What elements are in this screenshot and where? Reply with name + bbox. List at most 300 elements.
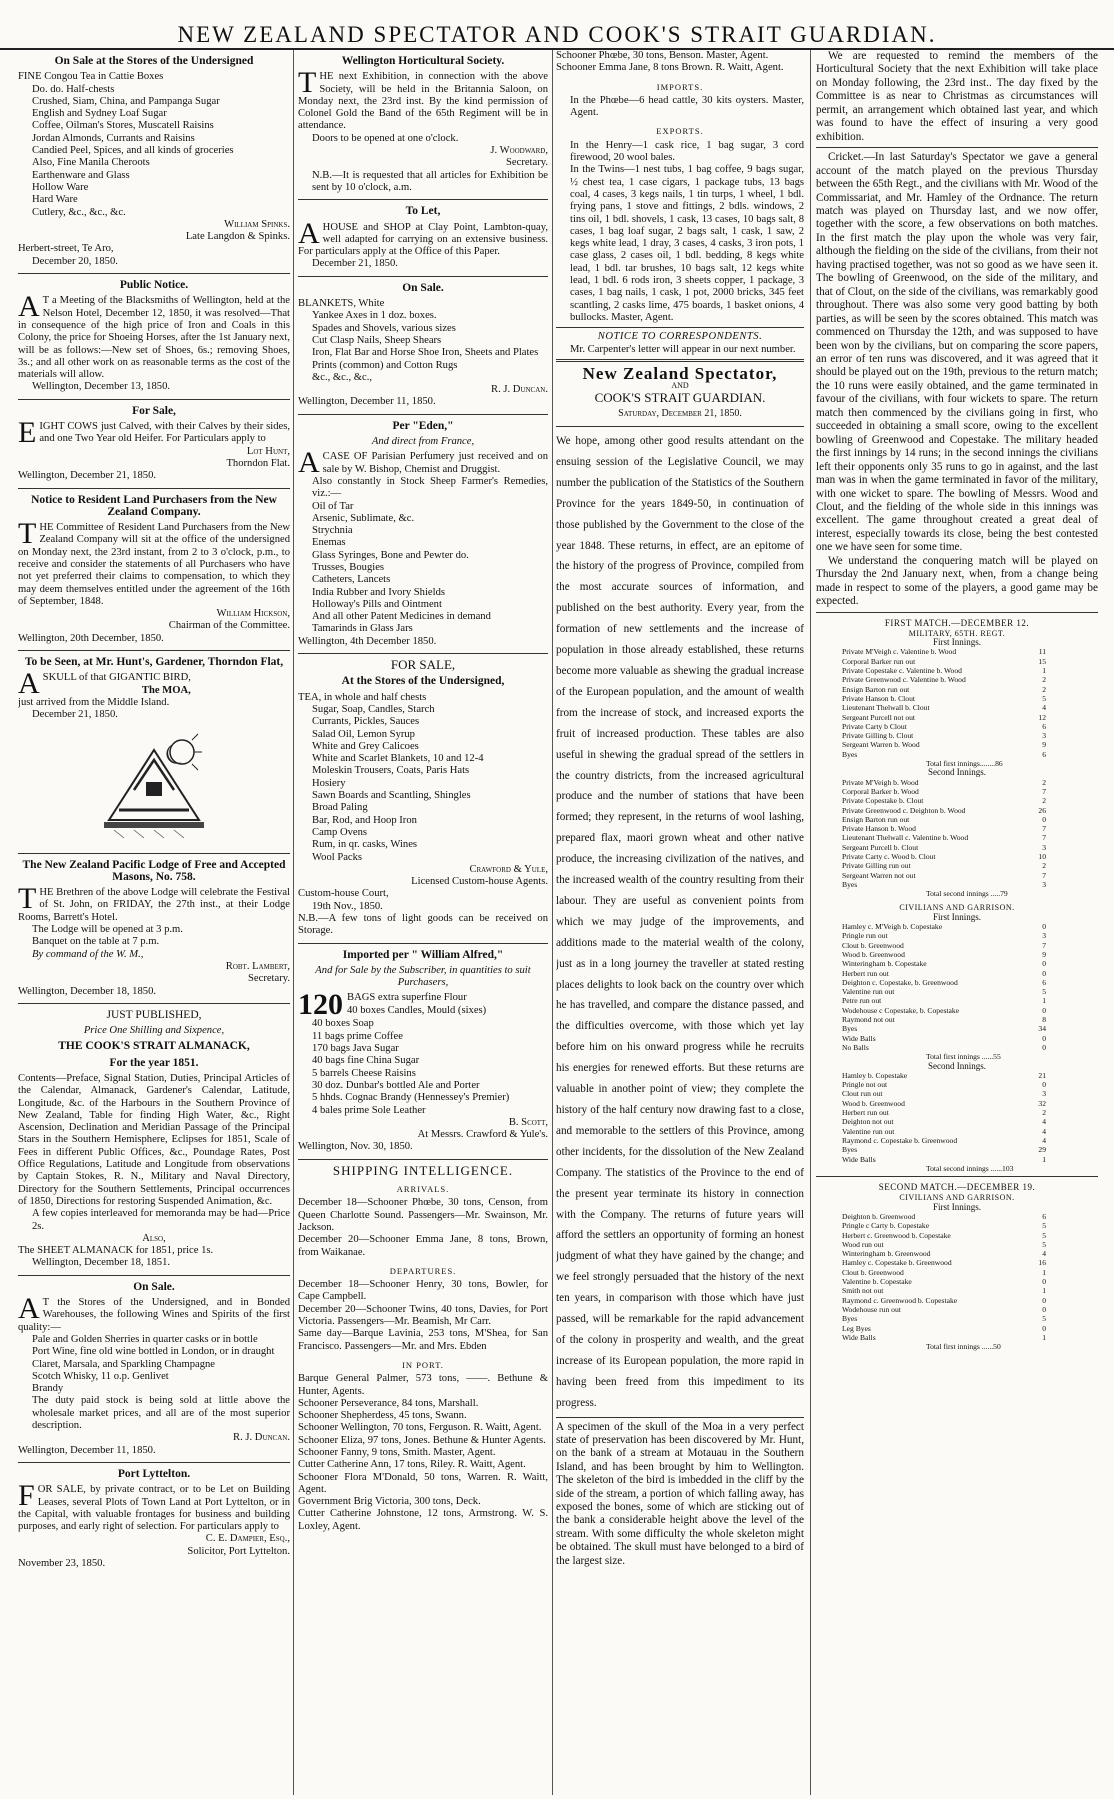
score-row	[816, 1221, 1098, 1230]
score-row	[816, 922, 1098, 931]
ad-almanack	[18, 1004, 290, 1276]
list-item: Schooner Shepherdess, 45 tons, Swann.	[298, 1410, 467, 1422]
arrival: December 20—Schooner Emma Jane, 8 tons, Brown, from Waikanae.	[298, 1234, 548, 1258]
ad-body: just arrived from the Middle Island.	[18, 696, 170, 708]
runs: 15	[1038, 656, 1046, 666]
batsman: Sergeant Purcell b. Clout	[842, 842, 919, 852]
list-item: Camp Ovens	[312, 826, 368, 838]
innings-total: Total first innings ......55	[926, 1052, 1001, 1062]
score-row	[816, 978, 1098, 987]
runs: 11	[1038, 647, 1046, 657]
list-item: Government Brig Victoria, 300 tons, Deck.	[298, 1496, 481, 1508]
runs: 4	[1042, 1249, 1046, 1259]
ad-body: THE Committee of Resident Land Purchasers from the New Zealand Company will sit at the office of the undersigned on Monday next, the 23rd instant, from 2 to 3 o'clock, p.m., to receive and consider the statements of all Purchasers who have not yet preferred their claims to compensation, to which they may deem themselves entitled under the agreement of the 16th of September, 1848.	[18, 517, 290, 607]
list-item: Cut Clasp Nails, Sheep Shears	[312, 334, 442, 346]
runs: 32	[1038, 1098, 1046, 1108]
runs: 0	[1042, 1304, 1046, 1314]
score-row	[816, 740, 1098, 749]
place: Herbert-street, Te Aro,	[18, 243, 114, 255]
batsman: Petre run out	[842, 996, 882, 1006]
batsman: Clout b. Greenwood	[842, 1267, 904, 1277]
runs: 2	[1042, 684, 1046, 694]
score-row	[816, 1127, 1098, 1136]
ad-title: For the year 1851.	[109, 1056, 199, 1069]
runs: 2	[1042, 675, 1046, 685]
runs: 1	[1042, 1154, 1046, 1164]
list-item: 170 bags Java Sugar	[312, 1043, 399, 1055]
ad-body: THE Brethren of the above Lodge will celebrate the Festival of St. John, on FRIDAY, the 27th inst., at their Lodge Rooms, Barrett's Hotel.	[18, 882, 290, 923]
score-row	[816, 1071, 1098, 1080]
runs: 1	[1042, 1286, 1046, 1296]
list-item: Wool Packs	[312, 851, 363, 863]
list-item: Catheters, Lancets	[312, 574, 391, 586]
batsman: Private Greenwood c. Valentine b. Wood	[842, 675, 966, 685]
score-row	[816, 950, 1098, 959]
list-item: Moleskin Trousers, Coats, Paris Hats	[312, 765, 470, 777]
score-row	[816, 824, 1098, 833]
batsman: Wide Balls	[842, 1332, 876, 1342]
innings-heading: Second Innings.	[928, 1060, 986, 1071]
score-row	[816, 941, 1098, 950]
score-row	[816, 675, 1098, 684]
list-item: Cutter Catherine Ann, 17 tons, Riley. R. Waitt, Agent.	[298, 1459, 526, 1471]
list-item: 5 barrels Cheese Raisins	[312, 1067, 416, 1079]
date: Wellington, December 21, 1850.	[18, 470, 157, 482]
batsman: Private Copestake c. Valentine b. Wood	[842, 666, 962, 676]
list-item: White and Grey Calicoes	[312, 740, 419, 752]
ad-title: On Sale at the Stores of the Undersigned	[54, 55, 254, 67]
editorial: We hope, among other good results attendant on the ensuing session of the Legislative Council, we may number the publication of the Statistics of the Southern Province for the years 1849-50, in continuation of those published by the Government to the close of the year 1848. These returns, in effect, are an epitome of the history of the progress of Province, compiled from the most accurate sources of information, and published on the best authority. Every year, from the formation of new settlements and the increase of population in those already established, these returns become more valuable as shewing the gradual increase of the European population, and the amount of wealth from the increase of stock, and increased exports the fruit of increased production. These tables are also useful in shewing the gradual spread of the settlers in the country districts, from the increased agricultural produce and the number of stations that have been formed; they represent, in the returns of wool lashing, prepared flax, maori grown wheat and other native produce, the increasing civilization of the natives, and the increased wealth of the country resulting from their labour. They are useful as convenient points from which we may judge of the improvements, and additions made to the material wealth of the colony, just as in a long journey the traveller at stated resting places delights to look back on the country over which he has travelled, and compare the distance passed, and the difficulties overcome, with those which yet lay before him on his onward progress while he recruits his energies for renewed efforts. But these returns are valuable in another point of view; they complete the history of the half century now drawing fast to a close, and memorable to the settlers of this Province, among other incidents, for the dissolution of the New Zealand Company. The statistics of the Province to the end of the present year terminate its history in connection with the Company. The returns of future years will afford the settlers an opportunity of forming an honest judgment of what they have gained by the change; and we feel strongly persuaded that the history of the next ten years, in comparison with those which have just passed, will be remarkable for the rapid advancement of the colony in prosperity and wealth, and the great increase of its European population, the more rapid in having been freed from this impediment to its progress.	[556, 435, 804, 1409]
column-4	[816, 50, 1098, 1795]
list-item: And all other Patent Medicines in demand	[312, 611, 491, 623]
ad-title: For Sale,	[132, 404, 176, 417]
list-item: White and Scarlet Blankets, 10 and 12-4	[312, 753, 484, 765]
batsman: Wide Balls	[842, 1033, 876, 1043]
innings-list	[816, 1212, 1098, 1342]
section-subhead: IN PORT.	[402, 1359, 444, 1370]
masonic-emblem-icon	[94, 730, 214, 840]
line: BAGS extra superfine Flour	[347, 992, 467, 1004]
batsman: Hamley c. Copestake b. Greenwood	[842, 1258, 952, 1268]
runs: 0	[1042, 1042, 1046, 1052]
score-row	[816, 1277, 1098, 1286]
line: Doors to be opened at one o'clock.	[312, 132, 459, 144]
ad-body: N.B.—A few tons of light goods can be received on Storage.	[298, 913, 548, 937]
runs: 12	[1038, 712, 1046, 722]
date: Wellington, 4th December 1850.	[298, 635, 437, 647]
score-row	[816, 1296, 1098, 1305]
list-item: Enemas	[312, 537, 346, 549]
runs: 6	[1042, 721, 1046, 731]
batsman: Sergeant Purcell not out	[842, 712, 916, 722]
runs: 1	[1042, 996, 1046, 1006]
runs: 0	[1042, 1033, 1046, 1043]
list-item: Candied Peel, Spices, and all kinds of groceries	[32, 145, 234, 157]
ad-body: EIGHT COWS just Calved, with their Calves by their sides, and one Two Year old Heifer. For Particulars apply to	[18, 416, 290, 450]
signature: Solicitor, Port Lyttelton.	[187, 1545, 290, 1557]
ad-body: FOR SALE, by private contract, or to be Let on Building Leases, several Plots of Town Land at Port Lyttelton, or in the Capital, with valuable frontages for business and building purposes, and early right of selection. For particulars apply to	[18, 1479, 290, 1533]
match-heading: FIRST MATCH.—DECEMBER 12.	[884, 617, 1030, 628]
score-row	[816, 861, 1098, 870]
score-row	[816, 787, 1098, 796]
batsman: Valentine b. Copestake	[842, 1277, 912, 1287]
signature: Chairman of the Committee.	[168, 620, 290, 632]
runs: 2	[1042, 1108, 1046, 1118]
list-item: Port Wine, fine old wine bottled in London, or in draught	[32, 1346, 275, 1358]
runs: 7	[1042, 870, 1046, 880]
section-subhead: ARRIVALS.	[396, 1184, 450, 1195]
list-item: Rum, in qr. casks, Wines	[312, 839, 418, 851]
score-row	[816, 806, 1098, 815]
score-row	[816, 1034, 1098, 1043]
score-row	[816, 1006, 1098, 1015]
team-heading: CIVILIANS AND GARRISON.	[899, 903, 1015, 913]
runs: 3	[1042, 1089, 1046, 1099]
score-row	[816, 694, 1098, 703]
score-row	[816, 1043, 1098, 1052]
score-row	[816, 685, 1098, 694]
ad-moa-skull	[18, 651, 290, 853]
list-item: Spades and Shovels, various sizes	[312, 322, 456, 334]
leader-and: AND	[671, 381, 689, 391]
runs: 4	[1042, 1117, 1046, 1127]
batsman: No Balls	[842, 1042, 869, 1052]
exports: In the Twins—1 nest tubs, 1 bag coffee, 9 bags sugar, ½ chest tea, 1 case cigars, 1 package tubs, 13 bags coal, 4 cases, 3 kegs nails, 1 tin turps, 1 wheel, 1 bdl. frying pans, 1 stove and fittings, 2 bdls. windows, 2 tins oil, 1 bdl. shovels, 1 cask, 13 cases, 10 bags salt, 8 cases, 1 bag loaf sugar, 2 bags salt, 1 cask, 1 saw, 2 kegs white lead, 1 dray, 3 cases, 4 casks, 3 iron pots, 1 case glass, 2 cases oil, 1 bdl. bedding, 8 kegs white lead, 1 bdl. tar brushes, 10 bags salt, 12 kegs white lead, 1 bdl. 6 rods iron, 3 sheets copper, 1 package, 3 cases, 1 bag nails, 1 cask, 1 pot, 2000 bricks, 345 feet scantling, 2 casks lime, 475 boards, 1 basket onions, 4 bullocks. Master, Agent.	[570, 164, 804, 323]
ad-body: AT the Stores of the Undersigned, and in Bonded Warehouses, the following Wines and Spirits of the first quality:—	[18, 1292, 290, 1333]
score-row	[816, 713, 1098, 722]
list-item: 5 hhds. Cognac Brandy (Hennessey's Premier)	[312, 1092, 510, 1104]
list-item: 4 bales prime Sole Leather	[312, 1104, 426, 1116]
list-item: Scotch Whisky, 11 o.p. Genlivet	[32, 1370, 169, 1382]
signature: Crawford & Yule,	[469, 863, 548, 875]
column-rule	[552, 50, 553, 1795]
leader-subtitle: COOK'S STRAIT GUARDIAN.	[594, 390, 766, 406]
arrival: December 18—Schooner Phœbe, 30 tons, Censon, from Queen Charlotte Sound. Passengers—Mr. Swainson, Mr. Jackson.	[298, 1197, 548, 1233]
batsman: Valentine run out	[842, 1126, 895, 1136]
score-row	[816, 996, 1098, 1005]
ad-spinks	[18, 50, 290, 274]
runs: 0	[1042, 1277, 1046, 1287]
departure: Same day—Barque Lavinia, 253 tons, M'Shea, for San Francisco. Passengers—Mr. and Mrs. Ebden	[298, 1328, 548, 1352]
signature: R. J. Duncan.	[491, 384, 548, 396]
column-rule	[293, 50, 294, 1795]
batsman: Pringle c Carty b. Copestake	[842, 1221, 930, 1231]
runs: 5	[1042, 693, 1046, 703]
signature: Secretary.	[248, 973, 290, 985]
innings-total: Total first innings........86	[926, 759, 1003, 769]
list-item: Hosiery	[312, 777, 346, 789]
team-heading: CIVILIANS AND GARRISON.	[899, 1193, 1015, 1203]
ad-perfumery	[298, 415, 548, 654]
list-item: Claret, Marsala, and Sparkling Champagne	[32, 1358, 215, 1370]
batsman: Wood run out	[842, 1239, 884, 1249]
runs: 8	[1042, 1015, 1046, 1025]
runs: 0	[1042, 1080, 1046, 1090]
batsman: Private Hanson b. Clout	[842, 693, 915, 703]
place: Custom-house Court,	[298, 888, 389, 900]
innings-total: Total second innings .....79	[926, 889, 1008, 899]
signature: William Spinks.	[224, 218, 290, 230]
score-row	[816, 1080, 1098, 1089]
ad-title: THE COOK'S STRAIT ALMANACK,	[58, 1040, 250, 1053]
shipping-intelligence	[298, 1160, 548, 1538]
score-row	[816, 871, 1098, 880]
batsman: Byes	[842, 1145, 858, 1155]
batsman: Winteringham b. Copestake	[842, 959, 927, 969]
line: Banquet on the table at 7 p.m.	[32, 936, 160, 948]
runs: 6	[1042, 1211, 1046, 1221]
item-list	[298, 298, 548, 384]
ad-crawford-yule	[298, 654, 548, 944]
list-item: Cutlery, &c., &c., &c.	[32, 206, 126, 218]
runs: 7	[1042, 824, 1046, 834]
batsman: Sergeant Warren not out	[842, 870, 916, 880]
ad-public-notice	[18, 274, 290, 400]
list-item: Bar, Rod, and Hoop Iron	[312, 814, 417, 826]
runs: 3	[1042, 879, 1046, 889]
batsman: Winteringham b. Greenwood	[842, 1249, 931, 1259]
ad-title: The New Zealand Pacific Lodge of Free and Accepted Masons, No. 758.	[22, 858, 286, 883]
list-item: Broad Paling	[312, 802, 368, 814]
vessel-list	[556, 50, 804, 75]
list-item: Also, Fine Manila Cheroots	[32, 157, 150, 169]
ad-port-lyttelton	[18, 1463, 290, 1575]
score-row	[816, 1089, 1098, 1098]
score-row	[816, 778, 1098, 787]
score-row	[816, 722, 1098, 731]
ad-title: To Let,	[405, 205, 441, 218]
ad-body: Contents—Preface, Signal Station, Duties, Principal Articles of the Calendar, Almanack, Gardener's Calendar, Latitude, Longitude, &c. of the Harbours in the Southern Province of New Zealand, Table for finding High Water, &c., Right Ascension, Declination and Meridian Passage of the Principal Stars in the Southern Hemisphere, Eclipses for 1851, Scale of Fees in different Public Offices, &c., Poundage Rates, Post Office Regulations, Latitude and Longitude from observations by Captain Stokes, R. N., Military and Naval Directory, Directory for the Southern Settlements, Principal occurrences of 1850, Directions for restoring Suspended Animation, &c.	[18, 1073, 290, 1207]
list-item: &c., &c., &c.,	[312, 371, 373, 383]
ad-title: FOR SALE,	[390, 657, 456, 673]
signature: Secretary.	[506, 157, 548, 169]
runs: 1	[1042, 1332, 1046, 1342]
cricket-article: Cricket.—In last Saturday's Spectator we gave a general account of the match played on the previous Thursday between the 65th Regt., and the civilians with Mr. Wood of the Commissariat, and Mr. Hamley of the Ordnance. The return match was played on Thursday last, and we now offer, together with the score, a few observations on both matches. In the first match the play upon the whole was very fair, although the fielding on the side of the civilians, from their not having practised together, was not so good as we have seen it. The bowling of Greenwood, on the side of the military, and that of Clout, on the side of the civilians, was remarkably good throughout. There was also some very good batting by both parties, as will be seen by the scores obtained. This match was commenced on Thursday the 12th, and was supposed to have been won by the civilians, but on comparing the score papers, an error of ten runs was discovered, and it was agreed that it should be played out on the 19th, previous to the return match; the 10 runs were easily obtained, and the game terminated in favour of the civilians, with four wickets to spare. The return match then commenced by the civilians going in first, who succeeded in obtaining a small score, owing to the excellent bowling of Greenwood and Copestake. The military headed the first innings by 14 runs; in the second innings the civilians left their opponents only 35 runs to go in against, and the last man was in when the game terminated in favor of the military, with one wicket to spare. The bowling of Messrs. Wood and Clout, and the fielding of the whole side in this innings was excellent. The game throughout created a great deal of interest, especially towards its close, being the best contested one we have seen for some time.	[816, 151, 1098, 554]
batsman: Clout b. Greenwood	[842, 940, 904, 950]
innings-total: Total first innings ......50	[926, 1342, 1001, 1352]
batsman: Byes	[842, 749, 858, 759]
runs: 4	[1042, 703, 1046, 713]
departure: December 20—Schooner Twins, 40 tons, Davies, for Port Victoria. Passengers—Mr. Beamish, Mr Carr.	[298, 1303, 548, 1328]
list-item: 30 doz. Dunbar's bottled Ale and Porter	[312, 1079, 480, 1091]
signature: C. E. Dampier, Esq.,	[205, 1533, 290, 1545]
runs: 5	[1042, 987, 1046, 997]
runs: 5	[1042, 1314, 1046, 1324]
ad-body: N.B.—It is requested that all articles for Exhibition be sent by 10 o'clock, a.m.	[312, 169, 548, 193]
batsman: Deighton c. Copestake, b. Greenwood	[842, 977, 958, 987]
score-row	[816, 1108, 1098, 1117]
item-list	[298, 692, 548, 864]
list-item: Jordan Almonds, Currants and Raisins	[32, 132, 195, 144]
runs: 6	[1042, 749, 1046, 759]
ad-masonic-lodge	[18, 854, 290, 1004]
list-item: Schooner Wellington, 70 tons, Ferguson. R. Waitt, Agent.	[298, 1422, 542, 1434]
runs: 3	[1042, 731, 1046, 741]
ad-body: The duty paid stock is being sold at little above the wholesale market prices, and all are of the most superior description.	[32, 1395, 290, 1432]
ad-title: Notice to Resident Land Purchasers from the New Zealand Company.	[31, 493, 277, 518]
batsman: Raymond c. Greenwood b. Copestake	[842, 1295, 958, 1305]
score-row	[816, 1024, 1098, 1033]
ad-body: AHOUSE and SHOP at Clay Point, Lambton-quay, well adapted for carrying on an extensive business. For particulars apply at the Office of this Paper.	[298, 216, 548, 258]
innings-list	[816, 1071, 1098, 1164]
runs: 34	[1038, 1024, 1046, 1034]
batsman: Private Gilling run out	[842, 861, 911, 871]
line: By command of the W. M.,	[32, 948, 144, 960]
score-row	[816, 1015, 1098, 1024]
runs: 7	[1042, 940, 1046, 950]
list-item: Prints (common) and Cotton Rugs	[312, 359, 458, 371]
list-item: Iron, Flat Bar and Horse Shoe Iron, Sheets and Plates	[312, 347, 539, 359]
date: December 20, 1850.	[32, 255, 118, 267]
line: The Lodge will be opened at 3 p.m.	[32, 924, 183, 936]
score-row	[816, 987, 1098, 996]
batsman: Wodehouse c Copestake, b. Copestake	[842, 1005, 960, 1015]
batsman: Smith not out	[842, 1286, 884, 1296]
notice-body: Mr. Carpenter's letter will appear in our next number.	[570, 343, 796, 355]
ad-title: Public Notice.	[119, 279, 189, 292]
batsman: Private Copestake b. Clout	[842, 796, 924, 806]
list-item: Strychnia	[312, 525, 353, 537]
ad-title: Per "Eden,"	[392, 419, 454, 432]
innings-total: Total second innings ......103	[926, 1163, 1014, 1173]
ad-body: A few copies interleaved for memoranda may be had—Price 2s.	[32, 1208, 290, 1232]
runs: 7	[1042, 833, 1046, 843]
list-item: 11 bags prime Coffee	[312, 1030, 403, 1042]
item-list	[18, 1334, 290, 1395]
score-row	[816, 750, 1098, 759]
item-list	[298, 501, 548, 636]
runs: 21	[1038, 1070, 1046, 1080]
ad-land-purchasers	[18, 489, 290, 652]
ad-body: Also constantly in Stock Sheep Farmer's Remedies, viz.:—	[312, 475, 548, 500]
list-item: Tamarinds in Glass Jars	[312, 623, 413, 635]
ad-body: The SHEET ALMANACK for 1851, price 1s.	[18, 1245, 214, 1257]
batsman: Herbert run out	[842, 1108, 889, 1118]
runs: 6	[1042, 977, 1046, 987]
date: 19th Nov., 1850.	[312, 900, 383, 912]
ad-title: On Sale.	[133, 1280, 175, 1293]
date: Wellington, December 18, 1851.	[32, 1257, 171, 1269]
runs: 0	[1042, 1005, 1046, 1015]
horticultural-note: We are requested to remind the members of the Horticultural Society that the next Exhibition will take place on Monday following, the 23rd inst.. The day fixed by the Committee is as near to Christmas as circumstances will permit, an arrangement which obtained last year, and which was found to have the effect of insuring a very good exhibition.	[816, 50, 1098, 143]
batsman: Byes	[842, 1314, 858, 1324]
runs: 1	[1042, 1267, 1046, 1277]
date: December 21, 1850.	[32, 709, 118, 721]
runs: 16	[1038, 1258, 1046, 1268]
score-row	[816, 1145, 1098, 1154]
date: November 23, 1850.	[18, 1557, 106, 1569]
list-item: Trusses, Bougies	[312, 561, 385, 573]
runs: 0	[1042, 922, 1046, 932]
batsman: Lieutenant Thelwall c. Valentine b. Wood	[842, 833, 969, 843]
score-row	[816, 1333, 1098, 1342]
batsman: Raymond c. Copestake b. Greenwood	[842, 1135, 958, 1145]
masthead	[0, 0, 1114, 50]
ad-horticultural	[298, 50, 548, 200]
batsman: Corporal Barker run out	[842, 656, 916, 666]
batsman: Sergeant Warren b. Wood	[842, 740, 920, 750]
batsman: Byes	[842, 1024, 858, 1034]
list-item: Coffee, Oilman's Stores, Muscatell Raisins	[32, 120, 214, 132]
score-row	[816, 833, 1098, 842]
list-item: Salad Oil, Lemon Syrup	[312, 728, 415, 740]
list-item: Glass Syringes, Bone and Pewter do.	[312, 549, 469, 561]
ad-subtitle: The MOA,	[141, 684, 191, 696]
section-subhead: NOTICE TO CORRESPONDENTS.	[597, 331, 763, 343]
batsman: Private Carty c. Wood b. Clout	[842, 852, 936, 861]
signature: J. Woodward,	[490, 145, 548, 157]
batsman: Deighton b. Greenwood	[842, 1211, 916, 1221]
score-row	[816, 1136, 1098, 1145]
list-item: Sawn Boards and Scantling, Shingles	[312, 790, 471, 802]
batsman: Hamley b. Copestake	[842, 1070, 908, 1080]
date: December 21, 1850.	[312, 258, 398, 270]
score-row	[816, 647, 1098, 656]
list-item: Cutter Catherine Johnstone, 12 tons, Armstrong. W. S. Loxley, Agent.	[298, 1508, 548, 1532]
list-item: Schooner Eliza, 97 tons, Jones. Bethune & Hunter Agents.	[298, 1434, 546, 1446]
runs: 7	[1042, 786, 1046, 796]
batsman: Wide Balls	[842, 1154, 876, 1164]
batsman: Wodehouse run out	[842, 1304, 901, 1314]
batsman: Private Greenwood c. Deighton b. Wood	[842, 805, 966, 815]
score-row	[816, 1212, 1098, 1221]
ad-title: Wellington Horticultural Society.	[341, 55, 505, 67]
list-item: FINE Congou Tea in Cattie Boxes	[18, 71, 164, 83]
signature: Robt. Lambert,	[225, 960, 290, 972]
also: Also,	[142, 1232, 166, 1244]
cricket-article-end: We understand the conquering match will be played on Thursday the 2nd January next, when, from a change being made in respect to some of the players, a good game may be expected.	[816, 554, 1098, 608]
list-item: Do. do. Half-chests	[32, 83, 115, 95]
ad-title: Imported per " William Alfred,"	[342, 948, 504, 961]
batsman: Pringle run out	[842, 931, 888, 941]
signature: Licensed Custom-house Agents.	[411, 876, 548, 888]
ad-subtitle: Price One Shilling and Sixpence,	[83, 1025, 225, 1037]
date: Wellington, December 13, 1850.	[32, 381, 171, 393]
runs: 2	[1042, 777, 1046, 787]
masthead-title: NEW ZEALAND SPECTATOR AND COOK'S STRAIT GUARDIAN.	[177, 22, 937, 47]
date: Wellington, December 18, 1850.	[18, 985, 157, 997]
item-list	[18, 71, 290, 219]
section-title: SHIPPING INTELLIGENCE.	[332, 1162, 514, 1178]
batsman: Corporal Barker b. Wood	[842, 786, 919, 796]
list-item: Sugar, Soap, Candles, Starch	[312, 703, 435, 715]
score-row	[816, 1240, 1098, 1249]
innings-list	[816, 647, 1098, 759]
score-row	[816, 1258, 1098, 1267]
list-item: Hollow Ware	[32, 181, 89, 193]
list-item: Earthenware and Glass	[32, 169, 130, 181]
date: Wellington, Nov. 30, 1850.	[298, 1141, 413, 1153]
exports: In the Henry—1 cask rice, 1 bag sugar, 3 cord firewood, 20 wool bales.	[570, 139, 804, 164]
list-item: Schooner Phœbe, 30 tons, Benson. Master, Agent.	[556, 50, 769, 61]
line: 40 boxes Candles, Mould (sixes)	[347, 1004, 487, 1016]
list-item: Schooner Perseverance, 84 tons, Marshall.	[298, 1397, 479, 1409]
runs: 0	[1042, 1323, 1046, 1333]
batsman: Wood b. Greenwood	[842, 949, 905, 959]
score-row	[816, 703, 1098, 712]
list-item: Brandy	[32, 1383, 64, 1395]
batsman: Valentine run out	[842, 987, 895, 997]
list-item: India Rubber and Ivory Shields	[312, 586, 445, 598]
runs: 10	[1038, 852, 1046, 861]
score-row	[816, 1268, 1098, 1277]
batsman: Herbert c. Greenwood b. Copestake	[842, 1230, 951, 1240]
date: Wellington, 20th December, 1850.	[18, 632, 164, 644]
batsman: Herbert run out	[842, 968, 889, 978]
list-item: Schooner Flora M'Donald, 50 tons, Warren. R. Waitt, Agent.	[298, 1471, 548, 1495]
leader-date: Saturday, December 21, 1850.	[618, 407, 742, 419]
column-3	[556, 50, 804, 1795]
